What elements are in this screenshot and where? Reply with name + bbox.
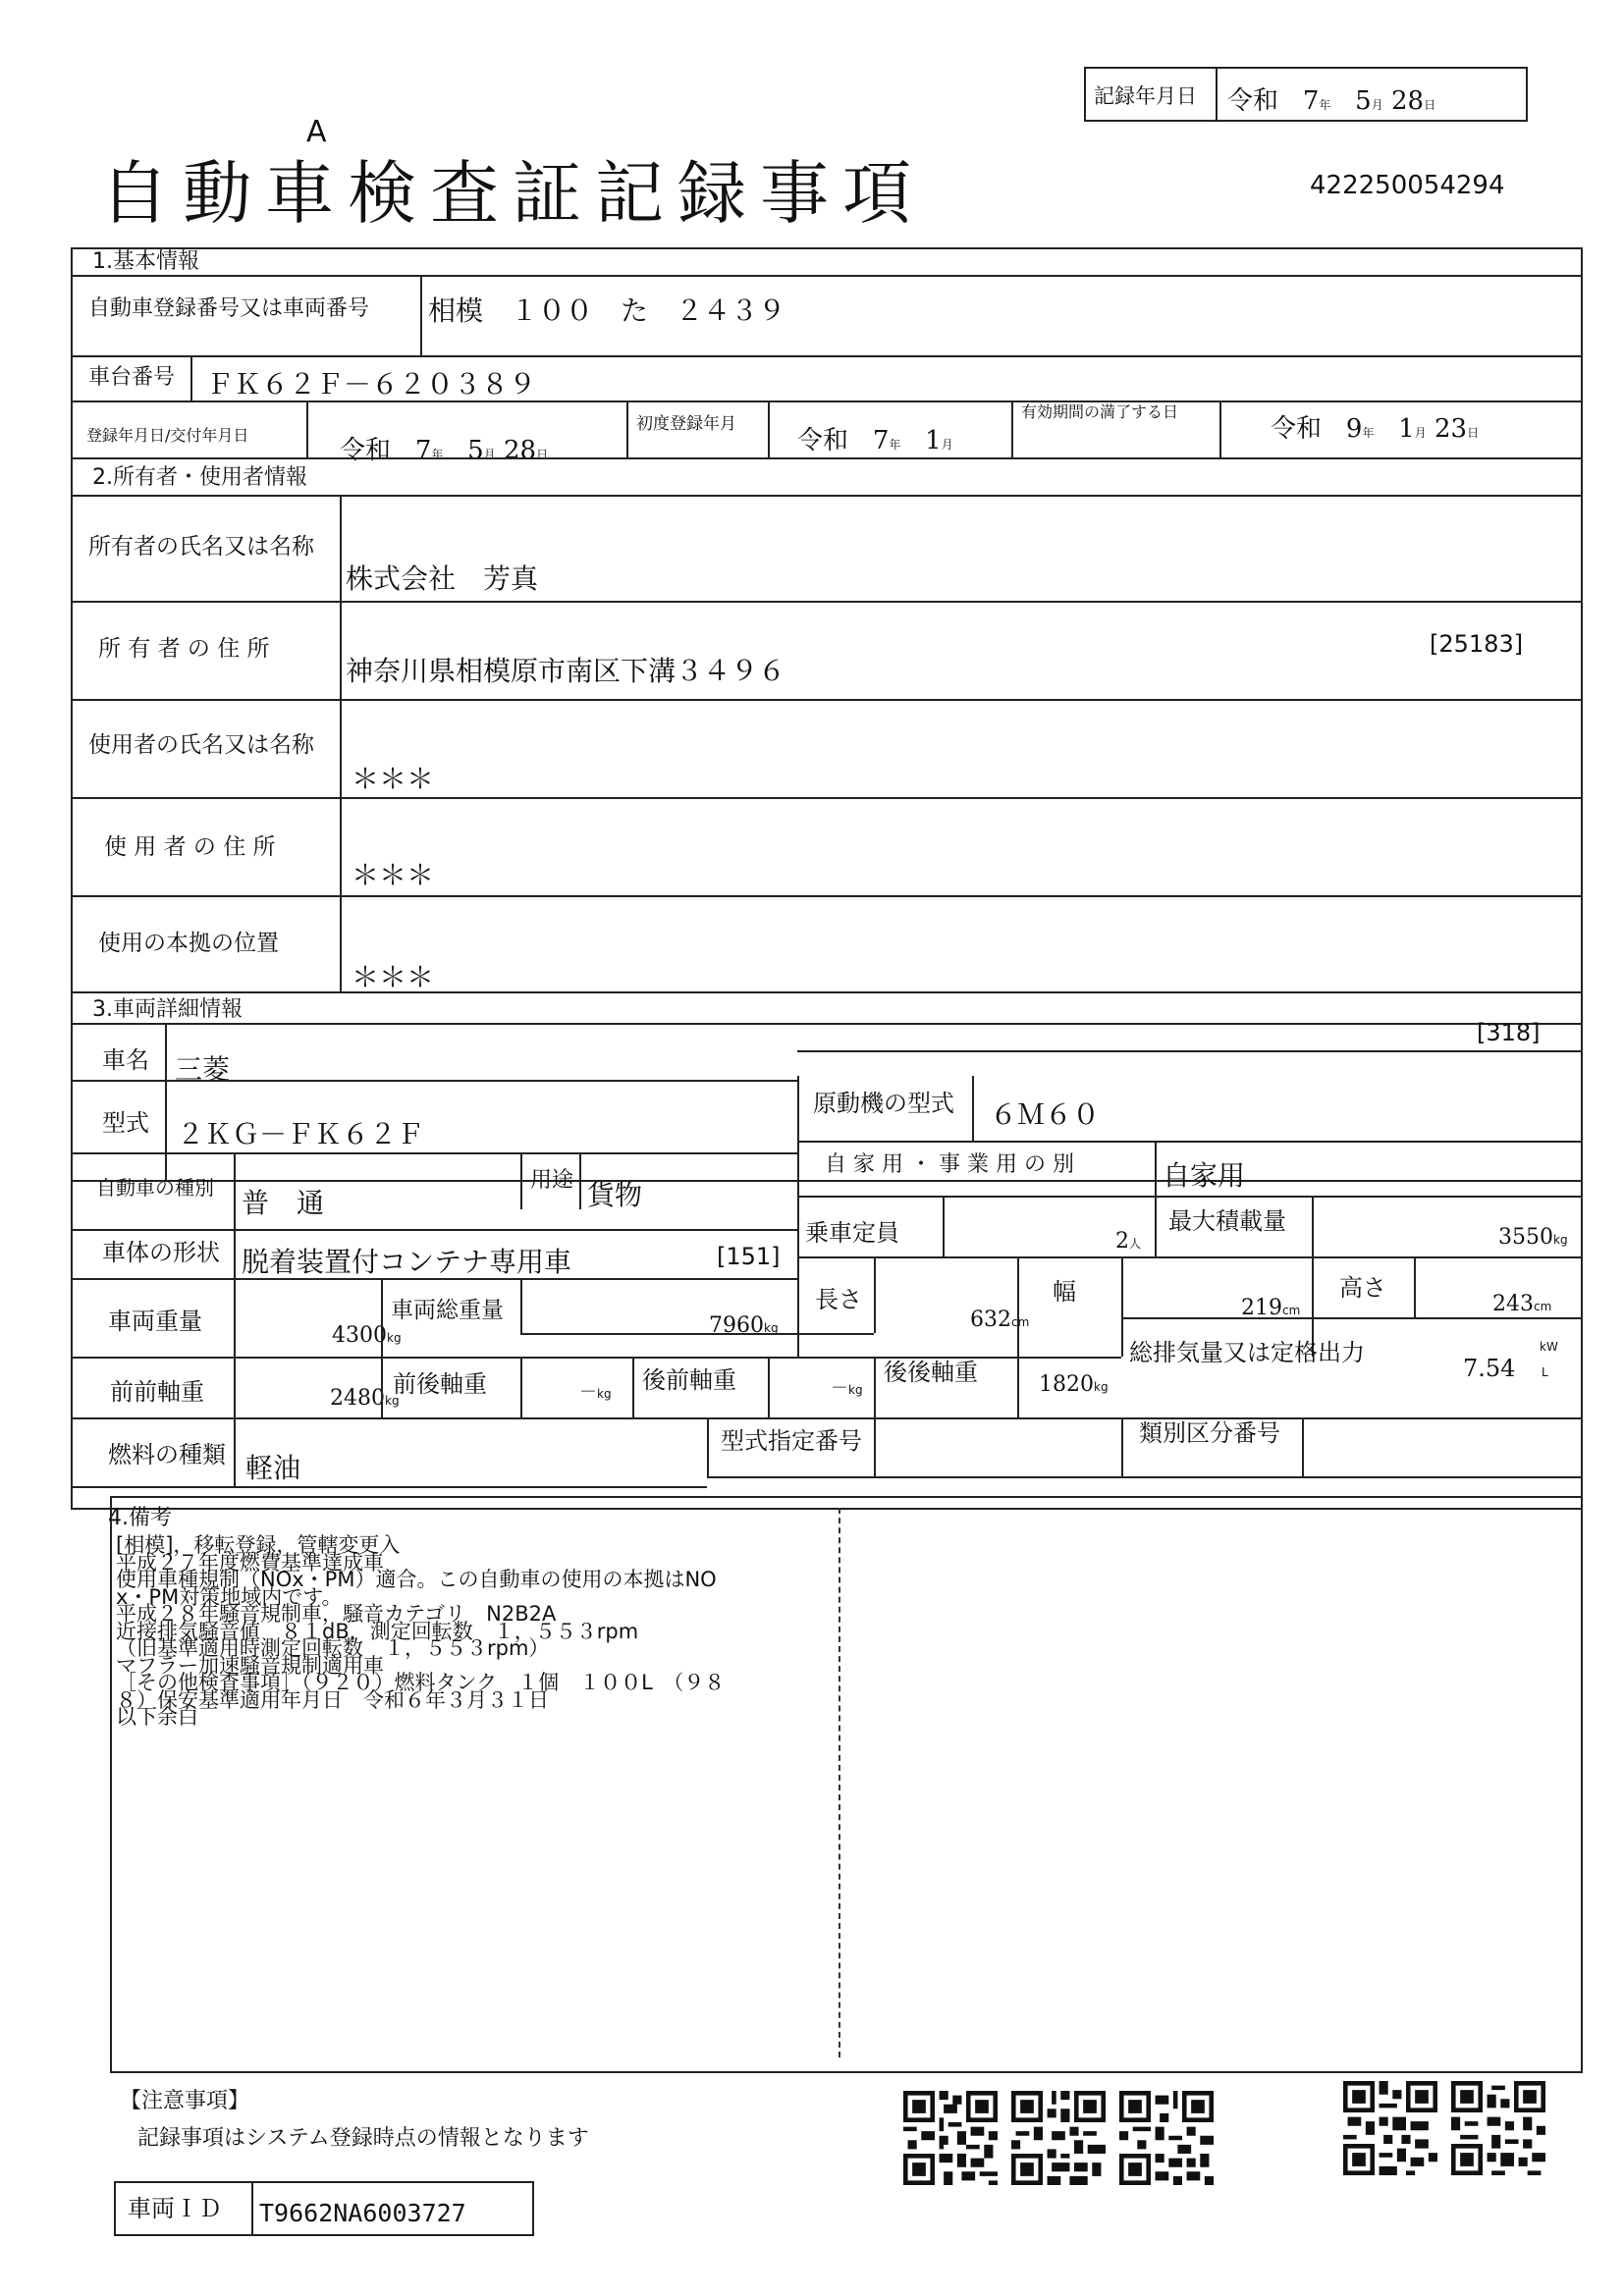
class-number-label: 類別区分番号 [1139,1419,1280,1447]
rear-rear-axle-label: 後後軸重 [884,1359,978,1386]
user-address-label: 使 用 者 の 住 所 [104,834,276,860]
capacity-value: 2人 [1115,1229,1142,1254]
remarks-text [116,1533,726,1729]
length-label: 長さ [815,1286,862,1313]
width-label: 幅 [1053,1278,1076,1306]
remarks-line: マフラー加速騒音規制適用車 [116,1653,384,1678]
first-reg-label: 初度登録年月 [636,414,736,434]
length-value: 632cm [970,1308,1030,1332]
displacement-label: 総排気量又は定格出力 [1129,1339,1365,1366]
reg-number-label: 自動車登録番号又は車両番号 [88,296,370,321]
capacity-label: 乗車定員 [805,1219,899,1247]
base-location-value: ＊＊＊ [352,961,435,993]
expiry-label: 有効期間の満了する日 [1021,402,1179,421]
front-rear-axle-value: －kg [579,1382,612,1403]
width-value: 219cm [1241,1296,1301,1320]
user-name-label: 使用者の氏名又は名称 [88,732,314,758]
vehicle-id-value: T9662NA6003727 [259,2199,466,2227]
use-label: 用途 [530,1168,574,1193]
private-business-label: 自 家 用 ・ 事 業 用 の 別 [825,1152,1074,1177]
remarks-line: 近接排気騒音値 ８１dB，測定回転数 １，５５３rpm [116,1619,639,1643]
owner-address-value: 神奈川県相模原市南区下溝３４９６ [346,655,786,687]
max-load-value: 3550kg [1498,1225,1568,1250]
type-designation-label: 型式指定番号 [721,1427,862,1455]
rear-rear-axle-value: 1820kg [1039,1372,1109,1397]
engine-model-label: 原動機の型式 [813,1090,954,1117]
rear-front-axle-label: 後前軸重 [642,1366,736,1394]
private-business-value: 自家用 [1163,1159,1246,1192]
vehicle-weight-label: 車両重量 [108,1308,202,1335]
chassis-number-value: ＦＫ６２Ｆ－６２０３８９ [206,368,537,400]
page-title: 自動車検査証記録事項 [100,153,925,234]
document-number: 422250054294 [1310,171,1505,200]
owner-name-value: 株式会社 芳真 [346,562,539,595]
record-date-value: 令和 7年 5月 28日 [1227,86,1436,116]
remarks-line: ８）保安基準適用年月日 令和６年３月３１日 [116,1687,549,1712]
section-1-title: 1.基本情報 [92,249,199,274]
car-name-label: 車名 [102,1046,149,1074]
model-value: ２ＫＧ－ＦＫ６２Ｆ [177,1118,425,1150]
model-label: 型式 [102,1109,149,1137]
section-4-title: 4.備考 [108,1506,172,1530]
remarks-line: [相模]，移転登録，管轄変更入 [116,1533,401,1557]
owner-address-label: 所 有 者 の 住 所 [98,636,270,662]
base-location-label: 使用の本拠の位置 [98,931,279,956]
first-reg-value: 令和 7年 1月 [797,426,953,455]
section-2-title: 2.所有者・使用者情報 [92,465,307,490]
expiry-value: 令和 9年 1月 23日 [1271,414,1480,444]
displacement-unit-kw: kW [1540,1340,1558,1354]
remarks-line: （旧基準適用時測定回転数 １，５５３rpm） [116,1636,550,1660]
qr-code-icon [1451,2081,1545,2175]
front-front-axle-value: 2480kg [330,1386,400,1411]
user-name-value: ＊＊＊ [352,763,435,795]
car-name-value: 三菱 [175,1053,231,1086]
body-shape-label: 車体の形状 [102,1239,220,1266]
notes-title: 【注意事項】 [120,2089,250,2113]
vehicle-code: [318] [1477,1019,1541,1046]
height-value: 243cm [1492,1292,1552,1316]
remarks-line: 使用車種規制（NOx・PM）適合。この自動車の使用の本拠はNO [116,1568,717,1591]
height-label: 高さ [1339,1274,1386,1302]
body-shape-code: [151] [717,1243,781,1270]
remarks-line: 平成２８年騒音規制車，騒音カテゴリ N2B2A [116,1602,557,1626]
gross-weight-value: 7960kg [709,1313,779,1338]
gross-weight-label: 車両総重量 [391,1298,504,1323]
owner-name-label: 所有者の氏名又は名称 [88,534,314,560]
remarks-line: 以下余白 [116,1705,198,1729]
body-shape-value: 脱着装置付コンテナ専用車 [242,1246,572,1278]
front-front-axle-label: 前前軸重 [110,1378,204,1406]
fuel-type-value: 軽油 [245,1452,301,1484]
rear-front-axle-value: －kg [831,1378,863,1399]
max-load-label: 最大積載量 [1168,1207,1286,1235]
user-address-value: ＊＊＊ [352,859,435,891]
section-3-title: 3.車両詳細情報 [92,997,243,1022]
remarks-line: ［その他検査事項］（９２０）燃料タンク １個 １００L （９８ [116,1671,726,1694]
vehicle-id-label: 車両ＩＤ [128,2195,222,2222]
engine-model-value: ６Ｍ６０ [990,1098,1101,1131]
qr-code-icon [1119,2091,1214,2185]
vehicle-weight-value: 4300kg [332,1323,402,1348]
displacement-value: 7.54 [1463,1355,1516,1382]
displacement-unit-l: L [1542,1365,1548,1379]
qr-code-icon [1343,2081,1437,2175]
vehicle-kind-value: 普 通 [242,1187,325,1219]
remarks-line: 平成２７年度燃費基準達成車 [116,1550,384,1575]
reg-number-value: 相模 １００ た ２４３９ [428,294,786,327]
reg-date-label: 登録年月日/交付年月日 [86,426,249,445]
qr-code-icon [1011,2091,1106,2185]
reg-date-value: 令和 7年 5月 28日 [340,436,549,465]
remarks-divider [839,1508,840,2057]
qr-code-icon [903,2091,998,2185]
notes-text: 記録事項はシステム登録時点の情報となります [137,2126,589,2151]
owner-address-code: [25183] [1430,630,1524,658]
chassis-number-label: 車台番号 [88,365,176,390]
use-value: 貨物 [587,1179,643,1211]
fuel-type-label: 燃料の種類 [108,1441,226,1468]
remarks-line: x・PM対策地域内です。 [116,1584,343,1609]
record-date-label: 記録年月日 [1094,84,1197,108]
front-rear-axle-label: 前後軸重 [393,1370,487,1398]
vehicle-kind-label: 自動車の種別 [96,1176,214,1200]
form-mark: A [306,115,327,149]
